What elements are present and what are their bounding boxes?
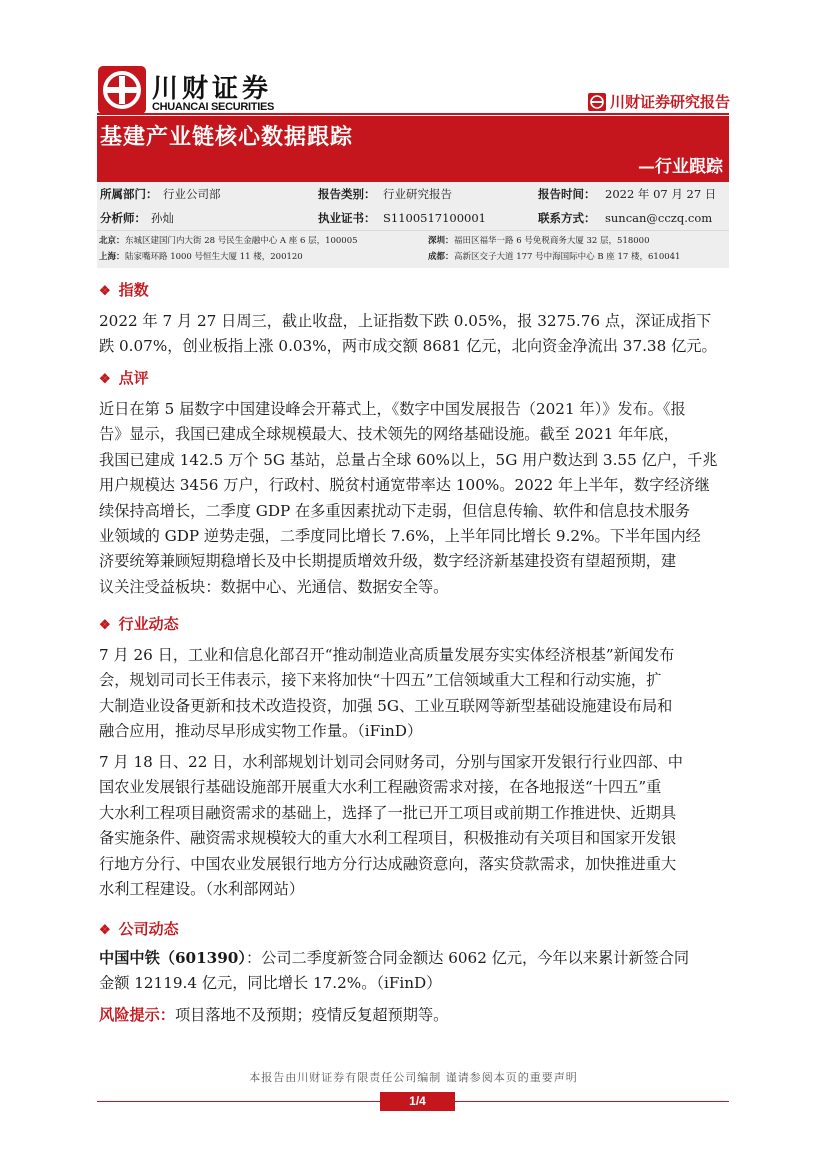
diamond-bullet-icon: ❖: [99, 372, 111, 387]
shenzhen-address: 福田区福华一路 6 号免税商务大厦 32 层，518000: [454, 236, 650, 246]
contact-label: 联系方式：: [538, 211, 596, 225]
title-banner: [97, 116, 729, 182]
text-line: 国农业发展银行基础设施部开展重大水利工程融资需求对接，在各地报送“十四五”重: [99, 778, 662, 797]
company-logo-icon: [98, 66, 146, 114]
report-tag-label: 川财证券研究报告: [609, 93, 730, 111]
cert-value: S1100517100001: [383, 211, 486, 225]
diamond-bullet-icon: ❖: [99, 923, 111, 938]
report-tag: [588, 91, 730, 112]
company-name: 中国中铁（601390）: [99, 949, 246, 967]
brand-name-en: CHUANCAI SECURITIES: [152, 101, 275, 113]
contact-value: suncan@cczq.com: [605, 211, 713, 225]
section-review-heading: [99, 367, 149, 388]
type-label: 报告类别：: [318, 187, 376, 201]
section-industry-title: 行业动态: [118, 615, 179, 633]
text-line: 告》显示，我国已建成全球规模最大、技术领先的网络基础设施。截至 2021 年年底，: [99, 425, 679, 444]
report-subtitle: —行业跟踪: [638, 157, 723, 177]
dept-value: 行业公司部: [163, 187, 221, 201]
company-paragraph: [99, 946, 729, 997]
text-line: 金额 12119.4 亿元，同比增长 17.2%。（iFinD）: [99, 974, 442, 993]
office-addresses: [97, 231, 729, 268]
beijing-address: 东城区建国门内大街 28 号民生金融中心 A 座 6 层，100005: [125, 236, 358, 246]
meta-row-2: [97, 206, 729, 230]
review-paragraph: [99, 397, 729, 600]
section-company-heading: [99, 918, 179, 939]
text-line: 续保持高增长，二季度 GDP 在多重因素扰动下走弱，但信息传输、软件和信息技术服务: [99, 501, 690, 520]
index-paragraph: [99, 309, 729, 360]
cert-label: 执业证书：: [318, 211, 376, 225]
section-company-title: 公司动态: [118, 920, 179, 938]
chengdu-address: 高新区交子大道 177 号中海国际中心 B 座 17 楼，610041: [454, 252, 681, 262]
text-line: 水利工程建设。（水利部网站）: [99, 880, 305, 899]
text-line: 7 月 18 日、22 日，水利部规划计划司会同财务司，分别与国家开发银行行业四部、中: [99, 753, 683, 771]
section-index-title: 指数: [118, 281, 149, 299]
text-line: 我国已建成 142.5 万个 5G 基站，总量占全球 60%以上，5G 用户数达到 3.55 亿户，千兆: [99, 450, 718, 469]
text-line: 2022 年 7 月 27 日周三，截止收盘，上证指数下跌 0.05%，报 3275.76 点，深证成指下: [99, 312, 712, 330]
company-news-text: ：公司二季度新签合同金额达 6062 亿元，今年以来累计新签合同: [245, 949, 690, 967]
time-label: 报告时间：: [538, 187, 596, 201]
text-line: 行地方分行、中国农业发展银行地方分行达成融资意向，落实贷款需求，加快推进重大: [99, 854, 677, 873]
shanghai-address: 陆家嘴环路 1000 号恒生大厦 11 楼，200120: [125, 252, 303, 262]
footer-disclaimer: 本报告由川财证券有限责任公司编制 谨请参阅本页的重要声明: [249, 1071, 578, 1084]
dept-label: 所属部门：: [100, 187, 158, 201]
text-line: 议关注受益板块：数据中心、光通信、数据安全等。: [99, 577, 449, 596]
report-title: 基建产业链核心数据跟踪: [100, 124, 354, 150]
text-line: 济要统筹兼顾短期稳增长及中长期提质增效升级，数字经济新基建投资有望超预期，建: [99, 552, 677, 571]
chengdu-label: 成都：: [428, 252, 454, 262]
risk-paragraph: [99, 1003, 729, 1028]
section-industry-heading: [99, 613, 179, 634]
analyst-label: 分析师：: [100, 211, 146, 225]
text-line: 会，规划司司长王伟表示，接下来将加快“十四五”工信领域重大工程和行动实施，扩: [99, 671, 662, 690]
diamond-bullet-icon: ❖: [99, 618, 111, 633]
industry-paragraph-2: [99, 750, 729, 902]
chuancai-small-logo-icon: [588, 93, 606, 111]
meta-row-1: [97, 182, 729, 206]
text-line: 用户规模达 3456 万户，行政村、脱贫村通宽带率达 100%。2022 年上半年，数字经济继: [99, 476, 710, 495]
time-value: 2022 年 07 月 27 日: [605, 187, 717, 201]
beijing-label: 北京：: [99, 236, 125, 246]
section-review-title: 点评: [118, 369, 149, 387]
report-meta: [97, 182, 729, 230]
page-number: 1/4: [380, 1092, 455, 1111]
brand-name: 川财证券: [152, 74, 273, 104]
text-line: [99, 946, 729, 971]
text-line: 7 月 26 日，工业和信息化部召开“推动制造业高质量发展夯实实体经济根基”新闻发布: [99, 646, 675, 664]
risk-label: 风险提示：: [99, 1006, 175, 1024]
text-line: 融合应用，推动尽早形成实物工作量。（iFinD）: [99, 722, 423, 741]
shenzhen-label: 深圳：: [428, 236, 454, 246]
text-line: 跌 0.07%，创业板指上涨 0.03%，两市成交额 8681 亿元，北向资金净流出 37.38 亿元。: [99, 337, 717, 356]
header-divider: [97, 113, 729, 115]
text-line: 大制造业设备更新和技术改造投资，加强 5G、工业互联网等新型基础设施建设布局和: [99, 696, 673, 715]
text-line: 近日在第 5 届数字中国建设峰会开幕式上，《数字中国发展报告（2021 年）》发布。《报: [99, 400, 686, 418]
text-line: 大水利工程项目融资需求的基础上，选择了一批已开工项目或前期工作推进快、近期具: [99, 803, 677, 822]
section-index-heading: [99, 279, 149, 300]
diamond-bullet-icon: ❖: [99, 284, 111, 299]
shanghai-label: 上海：: [99, 252, 125, 262]
text-line: 业领域的 GDP 逆势走强，二季度同比增长 7.6%，上半年同比增长 9.2%。下半年国内经: [99, 527, 701, 546]
analyst-value: 孙灿: [151, 211, 174, 225]
type-value: 行业研究报告: [383, 187, 452, 201]
industry-paragraph-1: [99, 643, 729, 745]
risk-text: 项目落地不及预期；疫情反复超预期等。: [174, 1006, 449, 1024]
text-line: 备实施条件、融资需求规模较大的重大水利工程项目，积极推动有关项目和国家开发银: [99, 829, 677, 848]
